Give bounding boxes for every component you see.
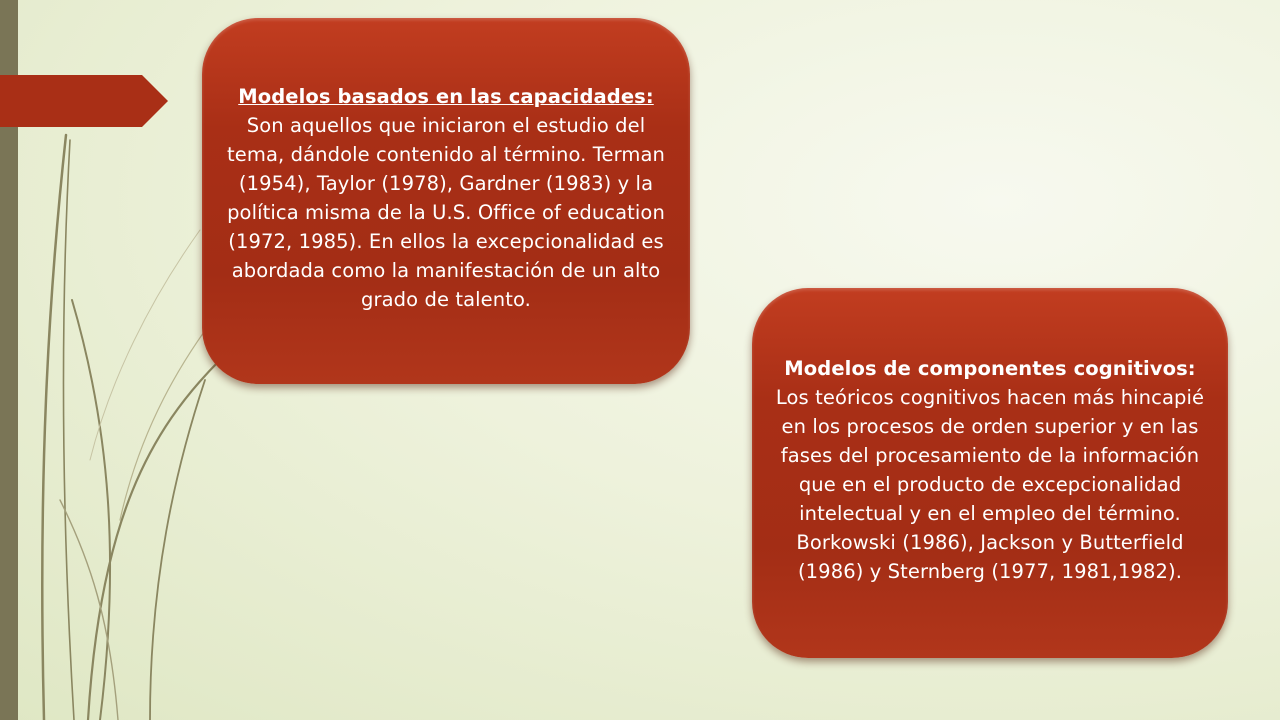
capacities-models-heading: Modelos basados en las capacidades: xyxy=(238,85,654,108)
cognitive-models-card xyxy=(752,288,1228,658)
capacities-models-card xyxy=(202,18,690,384)
cognitive-models-text xyxy=(772,354,1208,586)
capacities-models-body: Son aquellos que iniciaron el estudio del tema, dándole contenido al término. Terman (1954), Taylor (1978), Gardner (1983) y la política misma de la U.S. Office of education (1972, 1985). En ellos la excepcionalidad es abordada como la manifestación de un alto grado de talento. xyxy=(227,114,665,311)
capacities-models-text xyxy=(226,82,666,314)
cognitive-models-body: Los teóricos cognitivos hacen más hincapié en los procesos de orden superior y en las fases del procesamiento de la información que en el producto de excepcionalidad intelectual y en el empleo del término. Borkowski (1986), Jackson y Butterfield (1986) y Sternberg (1977, 1981,1982). xyxy=(775,386,1205,583)
cognitive-models-heading: Modelos de componentes cognitivos: xyxy=(784,357,1196,380)
